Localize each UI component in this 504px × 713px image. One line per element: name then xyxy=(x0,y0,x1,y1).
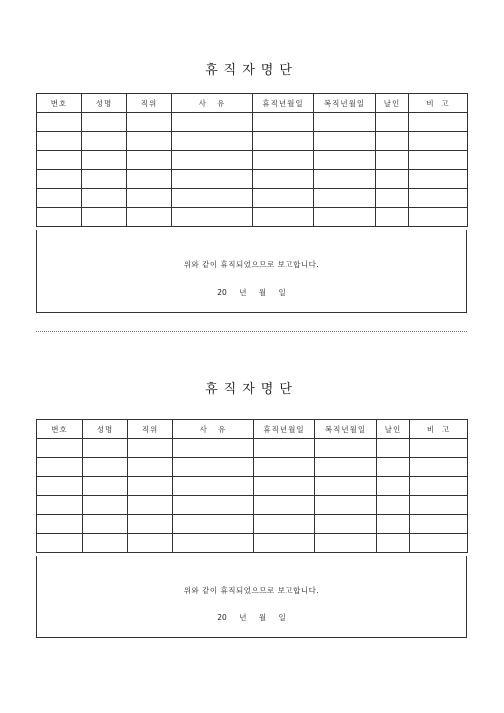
cell-position[interactable] xyxy=(127,208,172,227)
table-header-row xyxy=(37,420,468,439)
header-name: 성명 xyxy=(83,420,128,439)
cell-remarks[interactable] xyxy=(409,189,468,208)
cell-name[interactable] xyxy=(83,496,128,515)
date-line: 20 년 월 일 xyxy=(217,613,286,622)
table-row xyxy=(37,458,468,477)
cell-return-date[interactable] xyxy=(315,458,377,477)
cell-remarks[interactable] xyxy=(409,208,468,227)
header-number: 번호 xyxy=(37,420,83,439)
header-remarks: 비 고 xyxy=(409,94,468,113)
cell-remarks[interactable] xyxy=(410,515,468,534)
header-position: 직위 xyxy=(128,420,173,439)
cell-remarks[interactable] xyxy=(409,113,468,132)
cell-leave-date[interactable] xyxy=(254,439,315,458)
cell-seal[interactable] xyxy=(376,151,409,170)
table-row xyxy=(37,439,468,458)
report-footer-box xyxy=(36,230,467,313)
cell-position[interactable] xyxy=(128,515,173,534)
table-row xyxy=(37,113,468,132)
cell-name[interactable] xyxy=(83,458,128,477)
cell-reason[interactable] xyxy=(172,132,253,151)
cell-leave-date[interactable] xyxy=(253,170,314,189)
cell-seal[interactable] xyxy=(376,132,409,151)
cell-seal[interactable] xyxy=(376,208,409,227)
cell-leave-date[interactable] xyxy=(253,208,314,227)
table-row xyxy=(37,534,468,553)
leave-roster-table xyxy=(36,93,468,227)
cell-remarks[interactable] xyxy=(410,458,468,477)
cell-remarks[interactable] xyxy=(410,534,468,553)
cut-line-divider xyxy=(36,331,467,332)
cell-number[interactable] xyxy=(37,170,82,189)
cell-number[interactable] xyxy=(37,132,82,151)
form-title: 휴직자명단 xyxy=(205,63,298,78)
cell-number[interactable] xyxy=(37,496,83,515)
cell-seal[interactable] xyxy=(377,534,410,553)
cell-number[interactable] xyxy=(37,113,82,132)
cell-name[interactable] xyxy=(82,132,127,151)
cell-reason[interactable] xyxy=(172,113,253,132)
cell-reason[interactable] xyxy=(173,534,254,553)
cell-remarks[interactable] xyxy=(410,477,468,496)
header-remarks: 비 고 xyxy=(410,420,468,439)
cell-remarks[interactable] xyxy=(410,439,468,458)
cell-remarks[interactable] xyxy=(409,151,468,170)
cell-seal[interactable] xyxy=(377,496,410,515)
cell-reason[interactable] xyxy=(172,151,253,170)
cell-number[interactable] xyxy=(37,439,83,458)
cell-leave-date[interactable] xyxy=(253,113,314,132)
cell-return-date[interactable] xyxy=(315,496,377,515)
cell-return-date[interactable] xyxy=(314,132,376,151)
cell-seal[interactable] xyxy=(376,113,409,132)
cell-leave-date[interactable] xyxy=(254,534,315,553)
cell-number[interactable] xyxy=(37,208,82,227)
header-reason: 사 유 xyxy=(172,94,253,113)
cell-return-date[interactable] xyxy=(315,515,377,534)
cell-reason[interactable] xyxy=(172,170,253,189)
cell-seal[interactable] xyxy=(377,458,410,477)
cell-reason[interactable] xyxy=(173,515,254,534)
cell-number[interactable] xyxy=(37,151,82,170)
table-row xyxy=(37,477,468,496)
cell-return-date[interactable] xyxy=(315,477,377,496)
header-seal: 날인 xyxy=(377,420,410,439)
cell-reason[interactable] xyxy=(172,208,253,227)
table-row xyxy=(37,132,468,151)
cell-leave-date[interactable] xyxy=(254,477,315,496)
cell-position[interactable] xyxy=(127,113,172,132)
report-footer-box xyxy=(36,556,467,638)
cell-name[interactable] xyxy=(82,151,127,170)
cell-position[interactable] xyxy=(128,439,173,458)
table-row xyxy=(37,208,468,227)
cell-number[interactable] xyxy=(37,534,83,553)
report-statement: 위와 같이 휴직되었으므로 보고합니다. xyxy=(183,260,320,269)
form-title: 휴직자명단 xyxy=(205,382,298,397)
cell-leave-date[interactable] xyxy=(253,132,314,151)
cell-name[interactable] xyxy=(82,189,127,208)
cell-position[interactable] xyxy=(127,151,172,170)
cell-name[interactable] xyxy=(83,439,128,458)
cell-remarks[interactable] xyxy=(410,496,468,515)
cell-number[interactable] xyxy=(37,477,83,496)
cell-return-date[interactable] xyxy=(314,113,376,132)
cell-leave-date[interactable] xyxy=(253,151,314,170)
cell-reason[interactable] xyxy=(173,458,254,477)
cell-leave-date[interactable] xyxy=(254,515,315,534)
cell-name[interactable] xyxy=(82,208,127,227)
header-return-date: 복직년월일 xyxy=(314,94,376,113)
cell-return-date[interactable] xyxy=(314,170,376,189)
table-row xyxy=(37,151,468,170)
cell-seal[interactable] xyxy=(377,439,410,458)
cell-leave-date[interactable] xyxy=(254,458,315,477)
cell-name[interactable] xyxy=(82,113,127,132)
table-row xyxy=(37,189,468,208)
header-number: 번호 xyxy=(37,94,82,113)
cell-reason[interactable] xyxy=(172,189,253,208)
cell-return-date[interactable] xyxy=(315,439,377,458)
cell-position[interactable] xyxy=(128,458,173,477)
table-row xyxy=(37,515,468,534)
cell-position[interactable] xyxy=(127,170,172,189)
cell-position[interactable] xyxy=(128,477,173,496)
cell-reason[interactable] xyxy=(173,477,254,496)
header-leave-date: 휴직년월일 xyxy=(254,420,315,439)
table-row xyxy=(37,170,468,189)
cell-name[interactable] xyxy=(83,534,128,553)
cell-number[interactable] xyxy=(37,515,83,534)
header-name: 성명 xyxy=(82,94,127,113)
header-reason: 사 유 xyxy=(173,420,254,439)
header-return-date: 복직년월일 xyxy=(315,420,377,439)
cell-return-date[interactable] xyxy=(314,189,376,208)
cell-name[interactable] xyxy=(83,515,128,534)
cell-reason[interactable] xyxy=(173,439,254,458)
cell-leave-date[interactable] xyxy=(254,496,315,515)
table-header-row xyxy=(37,94,468,113)
cell-position[interactable] xyxy=(128,496,173,515)
cell-seal[interactable] xyxy=(377,477,410,496)
leave-roster-table xyxy=(36,419,468,553)
header-position: 직위 xyxy=(127,94,172,113)
cell-reason[interactable] xyxy=(173,496,254,515)
cell-name[interactable] xyxy=(82,170,127,189)
cell-return-date[interactable] xyxy=(315,534,377,553)
cell-number[interactable] xyxy=(37,458,83,477)
cell-seal[interactable] xyxy=(376,170,409,189)
cell-position[interactable] xyxy=(127,132,172,151)
report-statement: 위와 같이 휴직되었으므로 보고합니다. xyxy=(183,586,320,595)
header-seal: 날인 xyxy=(376,94,409,113)
date-line: 20 년 월 일 xyxy=(217,288,286,297)
cell-remarks[interactable] xyxy=(409,170,468,189)
cell-leave-date[interactable] xyxy=(253,189,314,208)
cell-seal[interactable] xyxy=(376,189,409,208)
cell-return-date[interactable] xyxy=(314,208,376,227)
cell-seal[interactable] xyxy=(377,515,410,534)
cell-return-date[interactable] xyxy=(314,151,376,170)
cell-position[interactable] xyxy=(128,534,173,553)
header-leave-date: 휴직년월일 xyxy=(253,94,314,113)
cell-name[interactable] xyxy=(83,477,128,496)
cell-remarks[interactable] xyxy=(409,132,468,151)
cell-position[interactable] xyxy=(127,189,172,208)
table-row xyxy=(37,496,468,515)
cell-number[interactable] xyxy=(37,189,82,208)
